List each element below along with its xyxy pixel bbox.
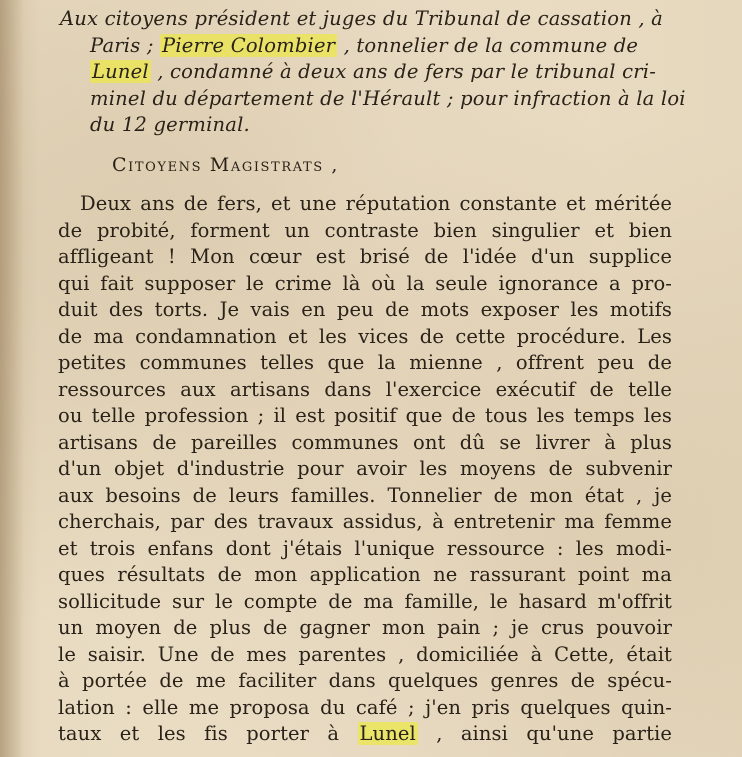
header-line-2-pre: Paris ; bbox=[90, 33, 161, 57]
header-line-2 bbox=[60, 33, 680, 60]
body-last-pre: taux et les fis porter à bbox=[58, 722, 358, 745]
body-line-last bbox=[58, 721, 672, 748]
body-line: ou telle profession ; il est positif que de tous les temps les bbox=[58, 404, 672, 427]
header-line-3-post: , condamné à deux ans de fers par le tribunal cri- bbox=[150, 60, 656, 83]
body-line: le saisir. Une de mes parentes , domiciliée à Cette, était bbox=[58, 642, 672, 666]
highlighted-town-body: Lunel bbox=[359, 722, 416, 745]
body-line: aux besoins de leurs familles. Tonnelier de mon état , je bbox=[58, 483, 672, 507]
body-line: sollicitude sur le compte de ma famille, le hasard m'offrit bbox=[58, 589, 672, 613]
header-line-1: Aux citoyens président et juges du Tribunal de cassation , à bbox=[60, 7, 663, 30]
salutation: Citoyens Magistrats , bbox=[112, 154, 340, 176]
document-header bbox=[60, 6, 686, 139]
body-line: Deux ans de fers, et une réputation constante et méritée bbox=[80, 192, 672, 215]
body-last-post: , ainsi qu'une partie bbox=[417, 722, 672, 745]
body-line: duit des torts. Je vais en peu de mots exposer les motifs bbox=[58, 298, 672, 321]
highlighted-name: Pierre Colombier bbox=[162, 33, 336, 57]
highlighted-town: Lunel bbox=[92, 60, 149, 83]
header-line-4: minel du département de l'Hérault ; pour infraction à la loi bbox=[90, 86, 686, 110]
body-line: et trois enfans dont j'étais l'unique ressource : les modi- bbox=[58, 536, 672, 560]
header-line-5: du 12 germinal. bbox=[90, 113, 250, 136]
body-line: d'un objet d'industrie pour avoir les moyens de subvenir bbox=[58, 457, 672, 480]
body-text bbox=[58, 191, 672, 748]
body-line: petites communes telles que la mienne , offrent peu de bbox=[58, 351, 672, 374]
body-line: de ma condamnation et les vices de cette procédure. Les bbox=[58, 324, 672, 348]
header-line-3 bbox=[60, 59, 680, 86]
page-spine-shadow bbox=[0, 0, 24, 757]
header-line-2-post: , tonnelier de la commune de bbox=[337, 33, 639, 57]
body-line: ques résultats de mon application ne rassurant point ma bbox=[58, 563, 672, 586]
body-line: lation : elle me proposa du café ; j'en pris quelques quin- bbox=[58, 695, 672, 719]
body-line: un moyen de plus de gagner mon pain ; je crus pouvoir bbox=[58, 616, 672, 639]
body-line: cherchais, par des travaux assidus, à entretenir ma femme bbox=[58, 510, 672, 533]
body-line: artisans de pareilles communes ont dû se livrer à plus bbox=[58, 430, 672, 454]
body-line: ressources aux artisans dans l'exercice exécutif de telle bbox=[58, 377, 672, 401]
body-line: qui fait supposer le crime là où la seule ignorance a pro- bbox=[58, 271, 672, 295]
body-line: à portée de me faciliter dans quelques genres de spécu- bbox=[58, 669, 672, 692]
body-line: de probité, forment un contraste bien singulier et bien bbox=[58, 218, 672, 242]
body-line: affligeant ! Mon cœur est brisé de l'idée d'un supplice bbox=[58, 245, 672, 268]
